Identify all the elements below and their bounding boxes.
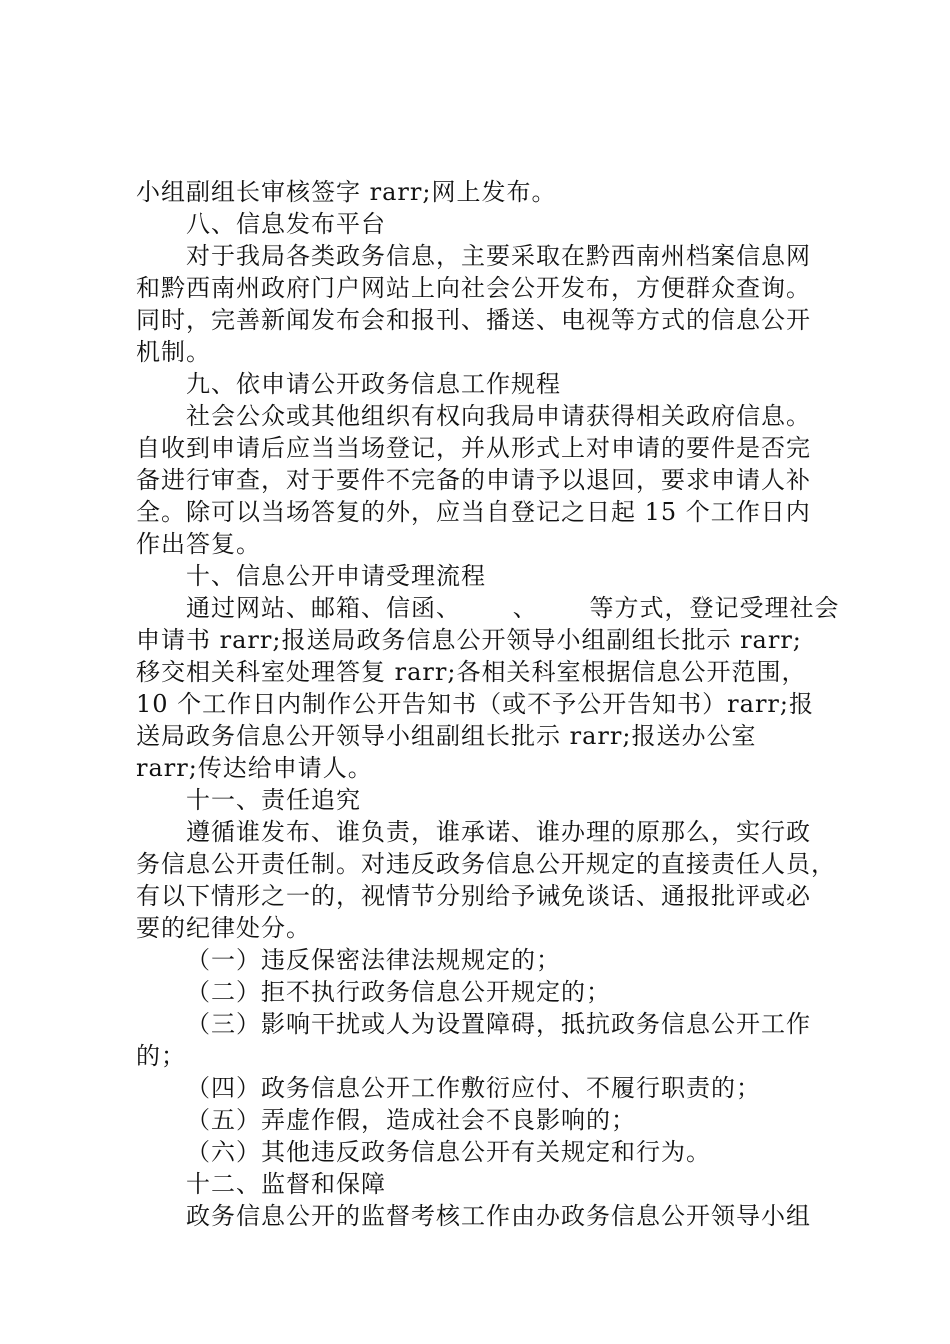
text-line: 送局政务信息公开领导小组副组长批示 rarr;报送办公室 (136, 722, 757, 750)
text-line: 和黔西南州政府门户网站上向社会公开发布，方便群众查询。 (136, 274, 811, 302)
text-line: 同时，完善新闻发布会和报刊、播送、电视等方式的信息公开 (136, 306, 811, 334)
text-line: 对于我局各类政务信息，主要采取在黔西南州档案信息网 (186, 242, 811, 270)
list-item: （二）拒不执行政务信息公开规定的； (186, 978, 611, 1006)
text-line: 的； (136, 1042, 186, 1070)
text-line: 申请书 rarr;报送局政务信息公开领导小组副组长批示 rarr; (136, 626, 802, 654)
text-line: 政务信息公开的监督考核工作由办政务信息公开领导小组 (186, 1202, 811, 1230)
text-line: 通过网站、邮箱、信函、 、 等方式，登记受理社会 (186, 594, 840, 622)
list-item: （五）弄虚作假，造成社会不良影响的； (186, 1106, 636, 1134)
section-heading: 八、信息发布平台 (186, 210, 386, 238)
text-line: 社会公众或其他组织有权向我局申请获得相关政府信息。 (186, 402, 811, 430)
text-line: rarr;传达给申请人。 (136, 754, 373, 782)
section-heading: 十、信息公开申请受理流程 (186, 562, 486, 590)
text-line: 作出答复。 (136, 530, 261, 558)
text-line: 遵循谁发布、谁负责，谁承诺、谁办理的原那么，实行政 (186, 818, 811, 846)
text-line: 自收到申请后应当当场登记，并从形式上对申请的要件是否完 (136, 434, 811, 462)
list-item: （四）政务信息公开工作敷衍应付、不履行职责的； (186, 1074, 761, 1102)
text-line: 机制。 (136, 338, 211, 366)
list-item: （三）影响干扰或人为设置障碍，抵抗政务信息公开工作 (186, 1010, 811, 1038)
list-item: （六）其他违反政务信息公开有关规定和行为。 (186, 1138, 711, 1166)
text-line: 要的纪律处分。 (136, 914, 311, 942)
text-line: 10 个工作日内制作公开告知书（或不予公开告知书）rarr;报 (136, 690, 814, 718)
text-line: 移交相关科室处理答复 rarr;各相关科室根据信息公开范围， (136, 658, 807, 686)
text-line: 小组副组长审核签字 rarr;网上发布。 (136, 178, 557, 206)
text-line: 务信息公开责任制。对违反政务信息公开规定的直接责任人员， (136, 850, 836, 878)
section-heading: 十二、监督和保障 (186, 1170, 386, 1198)
list-item: （一）违反保密法律法规规定的； (186, 946, 561, 974)
section-heading: 九、依申请公开政务信息工作规程 (186, 370, 561, 398)
text-line: 有以下情形之一的，视情节分别给予诫免谈话、通报批评或必 (136, 882, 811, 910)
text-line: 全。除可以当场答复的外，应当自登记之日起 15 个工作日内 (136, 498, 811, 526)
text-line: 备进行审查，对于要件不完备的申请予以退回，要求申请人补 (136, 466, 811, 494)
section-heading: 十一、责任追究 (186, 786, 361, 814)
